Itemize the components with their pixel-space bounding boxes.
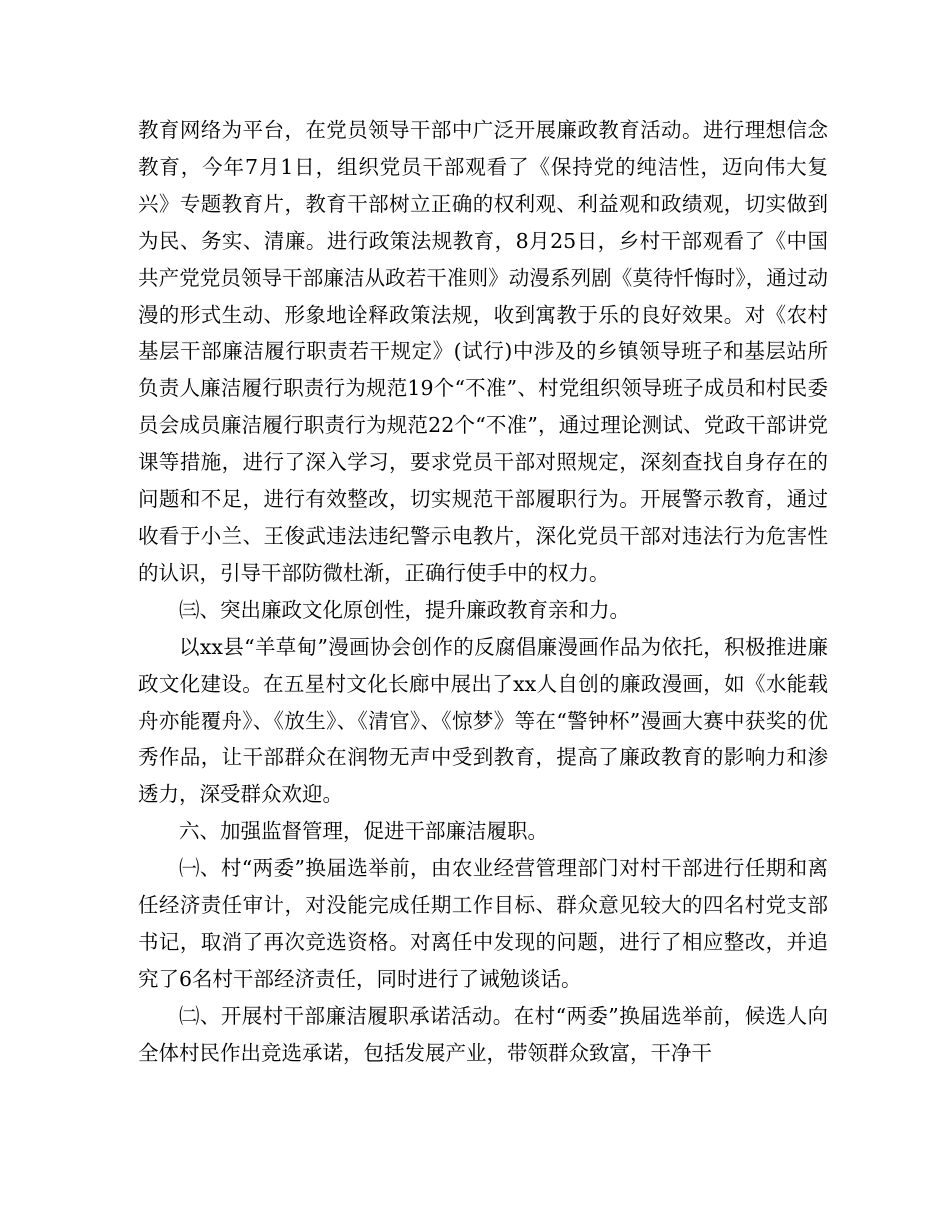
document-body (138, 112, 828, 1072)
paragraph-education-activities: 教育网络为平台，在党员领导干部中广泛开展廉政教育活动。进行理想信念教育，今年7月1日，组织党员干部观看了《保持党的纯洁性，迈向伟大复兴》专题教育片，教育干部树立正确的权利观、利益观和政绩观，切实做到为民、务实、清廉。进行政策法规教育，8月25日，乡村干部观看了《中国共产党党员领导干部廉洁从政若干准则》动漫系列剧《莫待忏悔时》，通过动漫的形式生动、形象地诠释政策法规，收到寓教于乐的良好效果。对《农村基层干部廉洁履行职责若干规定》(试行)中涉及的乡镇领导班子和基层站所负责人廉洁履行职责行为规范19个“不准”、村党组织领导班子成员和村民委员会成员廉洁履行职责行为规范22个“不准”，通过理论测试、党政干部讲党课等措施，进行了深入学习，要求党员干部对照规定，深刻查找自身存在的问题和不足，进行有效整改，切实规范干部履职行为。开展警示教育，通过收看于小兰、王俊武违法违纪警示电教片，深化党员干部对违法行为危害性的认识，引导干部防微杜渐，正确行使手中的权力。 (138, 118, 828, 585)
paragraph-heading-originality: ㈢、突出廉政文化原创性，提升廉政教育亲和力。 (179, 597, 630, 622)
section-heading-supervision: 六、加强监督管理，促进干部廉洁履职。 (179, 819, 548, 844)
paragraph-audit: ㈠、村“两委”换届选举前，由农业经营管理部门对村干部进行任期和离任经济责任审计，对没能完成任期工作目标、群众意见较大的四名村党支部书记，取消了再次竞选资格。对离任中发现的问题，进行了相应整改，并追究了6名村干部经济责任，同时进行了诫勉谈话。 (138, 856, 828, 991)
paragraph-pledge: ㈡、开展村干部廉洁履职承诺活动。在村“两委”换届选举前，候选人向全体村民作出竞选承诺，包括发展产业，带领群众致富，干净干 (138, 1003, 828, 1065)
paragraph-comic-culture: 以xx县“羊草甸”漫画协会创作的反腐倡廉漫画作品为依托，积极推进廉政文化建设。在五星村文化长廊中展出了xx人自创的廉政漫画，如《水能载舟亦能覆舟》、《放生》、《清官》、《惊梦》等在“警钟杯”漫画大赛中获奖的优秀作品，让干部群众在润物无声中受到教育，提高了廉政教育的影响力和渗透力，深受群众欢迎。 (138, 634, 828, 807)
